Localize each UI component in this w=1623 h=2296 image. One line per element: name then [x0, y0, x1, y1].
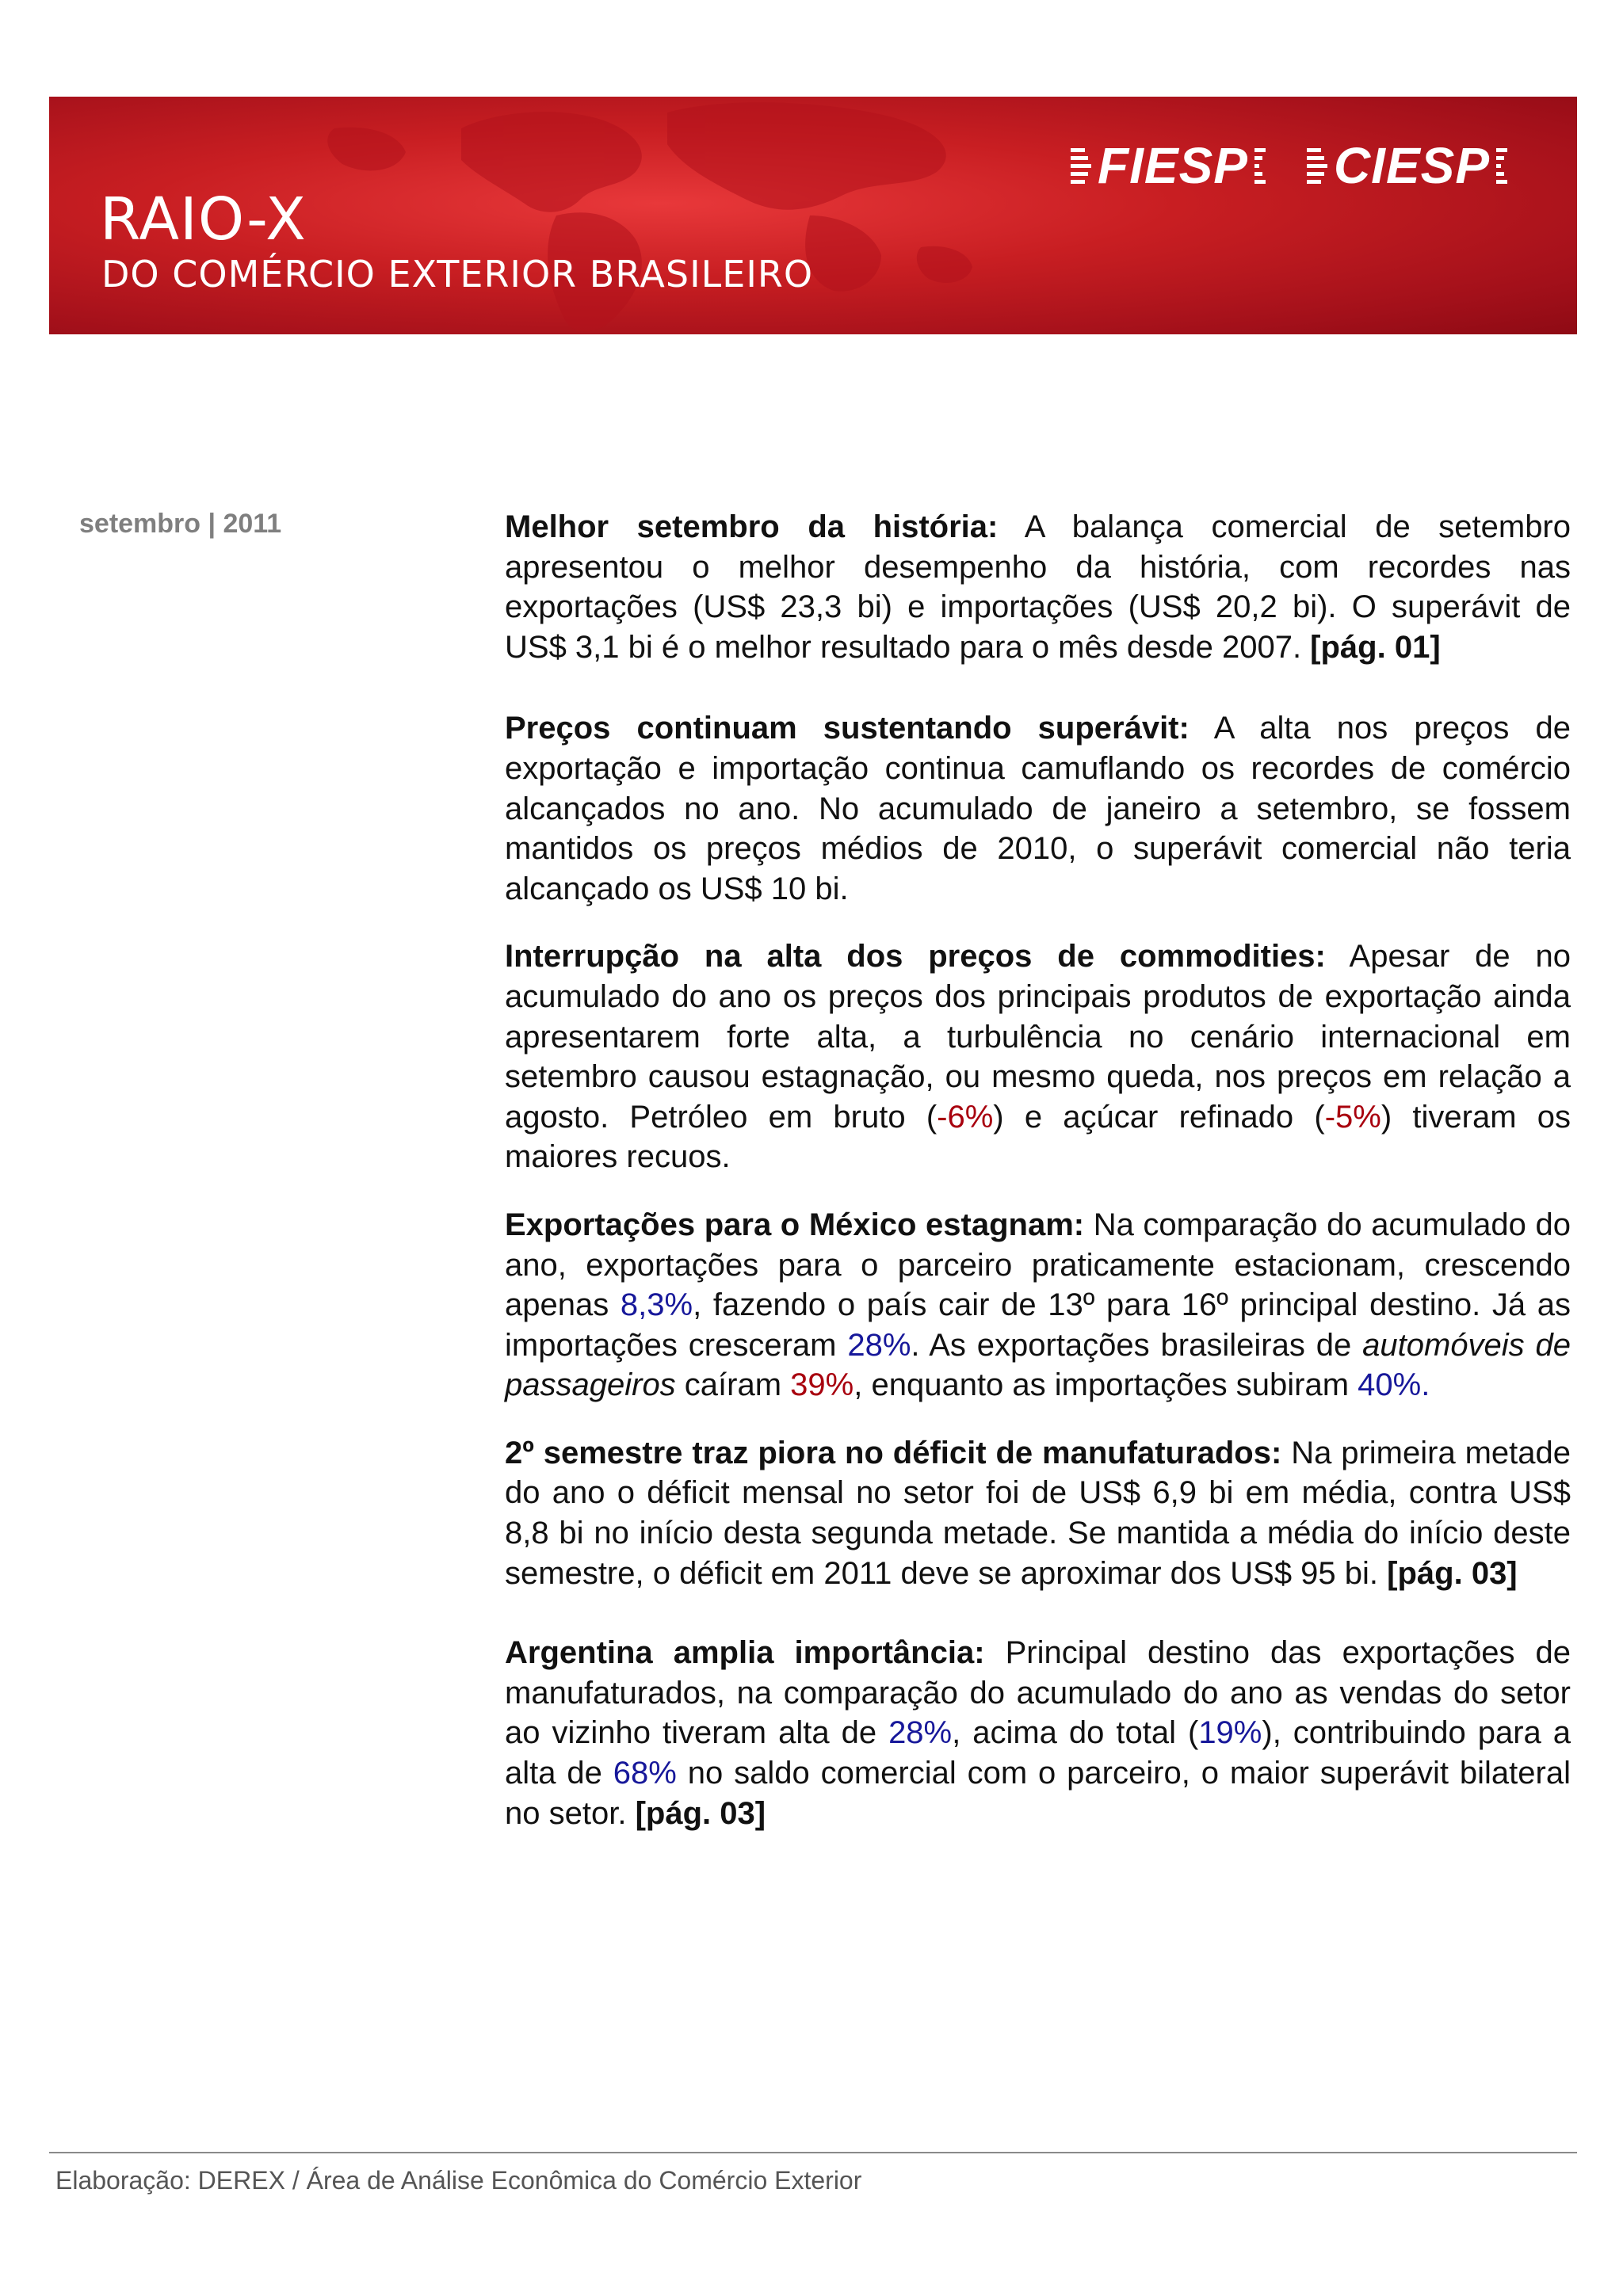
- ciesp-logo: [1307, 136, 1507, 195]
- logo-bars-icon: [1307, 148, 1327, 184]
- highlight-item: [505, 708, 1571, 909]
- footer-divider: [49, 2152, 1577, 2153]
- body-text: ), contribuindo para a alta de: [505, 1715, 1571, 1791]
- highlight-item: [505, 507, 1571, 667]
- report-title: RAIO-X: [100, 185, 307, 254]
- highlight-title: Argentina amplia importância:: [505, 1635, 985, 1671]
- report-subtitle: DO COMÉRCIO EXTERIOR BRASILEIRO: [101, 253, 814, 296]
- logo-group: [1071, 136, 1507, 195]
- body-text: A balança comercial de setembro apresentou o melhor desempenho da história, com recordes nas exportações (US$ 23,3 bi) e importações (US$ 20,2 bi). O superávit de US$ 3,1 bi é o melhor resultado para o mês desde 2007.: [505, 509, 1571, 665]
- logo-bars-icon: [1071, 148, 1091, 184]
- negative-value: -6%: [937, 1099, 994, 1135]
- highlight-item: [505, 1433, 1571, 1593]
- body-text: ) e açúcar refinado (: [993, 1099, 1325, 1135]
- page-reference: [pág. 01]: [1310, 629, 1441, 665]
- logo-bars-icon: [1254, 148, 1266, 184]
- highlight-item: [505, 936, 1571, 1177]
- body-text: caíram: [675, 1367, 791, 1403]
- body-text: ) tiveram os maiores recuos.: [505, 1099, 1571, 1175]
- report-date: setembro | 2011: [79, 509, 282, 539]
- body-text: Principal destino das exportações de manufaturados, na comparação do acumulado do ano as vendas do setor ao vizinho tiveram alta de: [505, 1635, 1571, 1751]
- positive-value: 68%: [613, 1756, 677, 1791]
- body-text: no saldo comercial com o parceiro, o maior superávit bilateral no setor.: [505, 1756, 1571, 1831]
- negative-value: 39%: [790, 1367, 854, 1403]
- body-text: A alta nos preços de exportação e importação continua camuflando os recordes de comércio alcançados no ano. No acumulado de janeiro a setembro, se fossem mantidos os preços médios de 2010, o superávit comercial não teria alcançado os US$ 10 bi.: [505, 711, 1571, 906]
- page-reference: [pág. 03]: [635, 1795, 766, 1831]
- positive-value: 28%: [888, 1715, 953, 1751]
- page-reference: [pág. 03]: [1387, 1555, 1518, 1591]
- positive-value: 19%: [1198, 1715, 1262, 1751]
- highlight-item: [505, 1205, 1571, 1405]
- body-text: , fazendo o país cair de 13º para 16º principal destino. Já as importações cresceram: [505, 1287, 1571, 1363]
- highlight-title: Interrupção na alta dos preços de commodities:: [505, 939, 1326, 974]
- body-text: , acima do total (: [952, 1715, 1199, 1751]
- body-text: Na primeira metade do ano o déficit mensal no setor foi de US$ 6,9 bi em média, contra US$ 8,8 bi no início desta segunda metade. Se mantida a média do início deste semestre, o déficit em 2011 deve se aproximar dos US$ 95 bi.: [505, 1435, 1571, 1591]
- highlight-title: Melhor setembro da história:: [505, 509, 999, 544]
- emphasis-text: automóveis de passageiros: [505, 1327, 1571, 1403]
- highlights-list: [505, 507, 1571, 1833]
- footer-credit: Elaboração: DEREX / Área de Análise Econômica do Comércio Exterior: [55, 2166, 862, 2195]
- highlight-title: 2º semestre traz piora no déficit de manufaturados:: [505, 1435, 1282, 1470]
- highlight-item: [505, 1633, 1571, 1833]
- positive-value: 40%.: [1358, 1367, 1430, 1403]
- highlight-title: Exportações para o México estagnam:: [505, 1207, 1085, 1242]
- positive-value: 28%: [847, 1327, 911, 1363]
- ciesp-logo-text: CIESP: [1333, 137, 1490, 194]
- body-text: Apesar de no acumulado do ano os preços dos principais produtos de exportação ainda apresentarem forte alta, a turbulência no cenário internacional em setembro causou estagnação, ou mesmo queda, nos preços em relação a agosto. Petróleo em bruto (: [505, 939, 1571, 1135]
- positive-value: 8,3%: [620, 1287, 693, 1323]
- highlight-title: Preços continuam sustentando superávit:: [505, 711, 1190, 746]
- logo-bars-icon: [1496, 148, 1507, 184]
- negative-value: -5%: [1324, 1099, 1381, 1135]
- header-banner: [49, 97, 1577, 334]
- fiesp-logo: [1071, 136, 1266, 195]
- body-text: Na comparação do acumulado do ano, exportações para o parceiro praticamente estacionam, crescendo apenas: [505, 1207, 1571, 1323]
- body-text: . As exportações brasileiras de: [911, 1327, 1363, 1363]
- body-text: , enquanto as importações subiram: [854, 1367, 1358, 1403]
- fiesp-logo-text: FIESP: [1098, 137, 1248, 194]
